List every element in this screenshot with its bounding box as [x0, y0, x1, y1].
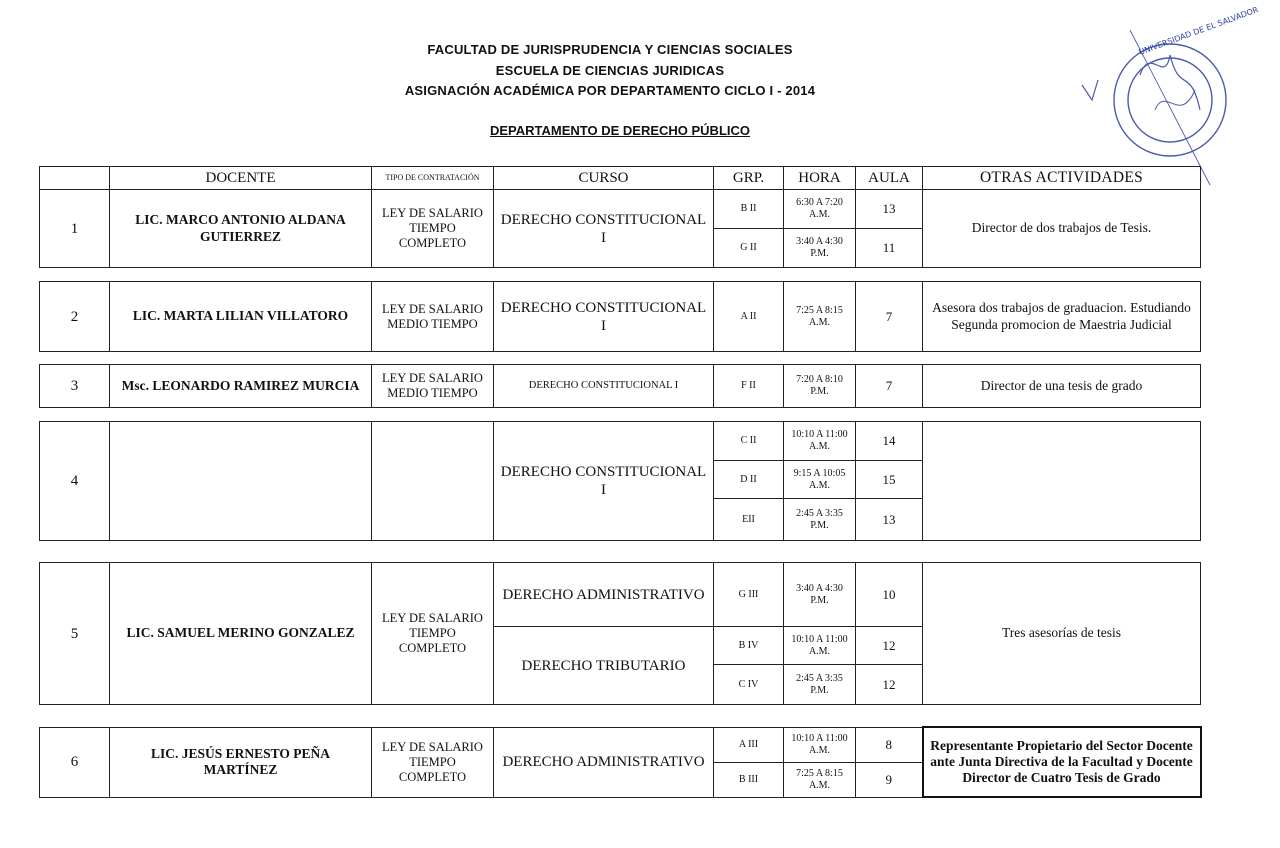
header-num	[40, 167, 110, 190]
contract-type: LEY DE SALARIO TIEMPO COMPLETO	[372, 563, 494, 705]
class-time: 9:15 A 10:05 A.M.	[784, 461, 856, 499]
group-code: B III	[714, 762, 784, 797]
assignment-block-6	[39, 726, 1202, 798]
faculty-title: FACULTAD DE JURISPRUDENCIA Y CIENCIAS SOCIALES	[427, 42, 793, 57]
docente-name: LIC. SAMUEL MERINO GONZALEZ	[110, 563, 372, 705]
class-time: 7:20 A 8:10 P.M.	[784, 365, 856, 408]
docente-name	[110, 422, 372, 541]
other-activities: Director de dos trabajos de Tesis.	[923, 190, 1201, 268]
other-activities: Director de una tesis de grado	[923, 365, 1201, 408]
header-tipo: TIPO DE CONTRATACIÓN	[372, 167, 494, 190]
classroom: 7	[856, 282, 923, 352]
row-number: 2	[40, 282, 110, 352]
table-row	[40, 727, 1201, 762]
table-row	[40, 190, 1201, 229]
other-activities: Asesora dos trabajos de graduacion. Estudiando Segunda promocion de Maestria Judicial	[923, 282, 1201, 352]
assignment-block-5	[39, 562, 1201, 705]
course-name: DERECHO CONSTITUCIONAL I	[494, 365, 714, 408]
header-curso: CURSO	[494, 167, 714, 190]
classroom: 15	[856, 461, 923, 499]
school-title: ESCUELA DE CIENCIAS JURIDICAS	[495, 63, 725, 78]
group-code: G II	[714, 229, 784, 268]
course-name: DERECHO ADMINISTRATIVO	[494, 563, 714, 627]
row-number: 1	[40, 190, 110, 268]
course-name: DERECHO CONSTITUCIONAL I	[494, 422, 714, 541]
classroom: 13	[856, 190, 923, 229]
svg-text:UNIVERSIDAD DE EL SALVADOR: UNIVERSIDAD DE EL SALVADOR	[1137, 5, 1260, 57]
assignment-block-4	[39, 421, 1201, 541]
university-seal-stamp	[1070, 5, 1260, 185]
contract-type: LEY DE SALARIO MEDIO TIEMPO	[372, 282, 494, 352]
group-code: C IV	[714, 665, 784, 705]
classroom: 12	[856, 665, 923, 705]
assignment-block-1	[39, 189, 1201, 268]
contract-type: LEY DE SALARIO MEDIO TIEMPO	[372, 365, 494, 408]
assignment-block-2	[39, 281, 1201, 352]
course-name: DERECHO ADMINISTRATIVO	[494, 727, 714, 797]
classroom: 13	[856, 499, 923, 541]
class-time: 3:40 A 4:30 P.M.	[784, 563, 856, 627]
group-code: D II	[714, 461, 784, 499]
department-title: DEPARTAMENTO DE DERECHO PÚBLICO	[489, 123, 750, 138]
table-row	[40, 282, 1201, 352]
class-time: 3:40 A 4:30 P.M.	[784, 229, 856, 268]
classroom: 10	[856, 563, 923, 627]
assignment-title: ASIGNACIÓN ACADÉMICA POR DEPARTAMENTO CICLO I - 2014	[404, 83, 816, 98]
class-time: 2:45 A 3:35 P.M.	[784, 665, 856, 705]
column-header-row	[39, 166, 1201, 190]
row-number: 4	[40, 422, 110, 541]
other-activities	[923, 422, 1201, 541]
classroom: 7	[856, 365, 923, 408]
docente-name: Msc. LEONARDO RAMIREZ MURCIA	[110, 365, 372, 408]
header-aula: AULA	[856, 167, 923, 190]
docente-name: LIC. MARTA LILIAN VILLATORO	[110, 282, 372, 352]
course-name: DERECHO TRIBUTARIO	[494, 627, 714, 705]
class-time: 10:10 A 11:00 A.M.	[784, 627, 856, 665]
classroom: 8	[856, 727, 923, 762]
group-code: G III	[714, 563, 784, 627]
table-row	[40, 365, 1201, 408]
classroom: 9	[856, 762, 923, 797]
other-activities: Tres asesorías de tesis	[923, 563, 1201, 705]
contract-type	[372, 422, 494, 541]
course-name: DERECHO CONSTITUCIONAL I	[494, 190, 714, 268]
header-otras: OTRAS ACTIVIDADES	[923, 167, 1201, 190]
classroom: 11	[856, 229, 923, 268]
group-code: B IV	[714, 627, 784, 665]
assignment-block-3	[39, 364, 1201, 408]
row-number: 5	[40, 563, 110, 705]
course-name: DERECHO CONSTITUCIONAL I	[494, 282, 714, 352]
header-hora: HORA	[784, 167, 856, 190]
header-grp: GRP.	[714, 167, 784, 190]
class-time: 7:25 A 8:15 A.M.	[784, 762, 856, 797]
classroom: 14	[856, 422, 923, 461]
class-time: 2:45 A 3:35 P.M.	[784, 499, 856, 541]
header-docente: DOCENTE	[110, 167, 372, 190]
contract-type: LEY DE SALARIO TIEMPO COMPLETO	[372, 727, 494, 797]
group-code: A II	[714, 282, 784, 352]
other-activities: Representante Propietario del Sector Docente ante Junta Directiva de la Facultad y Docente Director de Cuatro Tesis de Grado	[923, 727, 1201, 797]
group-code: C II	[714, 422, 784, 461]
docente-name: LIC. MARCO ANTONIO ALDANA GUTIERREZ	[110, 190, 372, 268]
docente-name: LIC. JESÚS ERNESTO PEÑA MARTÍNEZ	[110, 727, 372, 797]
classroom: 12	[856, 627, 923, 665]
class-time: 6:30 A 7:20 A.M.	[784, 190, 856, 229]
table-row	[40, 422, 1201, 461]
row-number: 6	[40, 727, 110, 797]
class-time: 10:10 A 11:00 A.M.	[784, 727, 856, 762]
group-code: F II	[714, 365, 784, 408]
class-time: 10:10 A 11:00 A.M.	[784, 422, 856, 461]
row-number: 3	[40, 365, 110, 408]
group-code: EII	[714, 499, 784, 541]
group-code: B II	[714, 190, 784, 229]
group-code: A III	[714, 727, 784, 762]
contract-type: LEY DE SALARIO TIEMPO COMPLETO	[372, 190, 494, 268]
class-time: 7:25 A 8:15 A.M.	[784, 282, 856, 352]
table-row	[40, 563, 1201, 627]
